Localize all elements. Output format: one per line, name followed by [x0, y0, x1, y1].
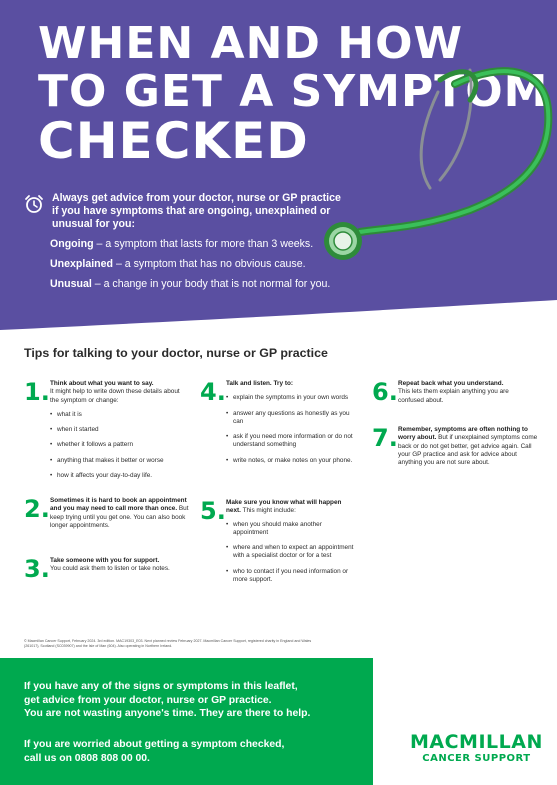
definition-unusual: Unusual – a change in your body that is not normal for you. — [50, 278, 331, 290]
list-item: • anything that makes it better or worse — [50, 457, 190, 465]
footer-message: If you have any of the signs or symptoms in this leaflet, get advice from your doctor, nurse or GP practice. You are not wasting anyone's time. They are there to help. — [24, 681, 311, 719]
list-item: • ask if you need more information or do not understand something — [226, 433, 356, 450]
list-item: • write notes, or make notes on your phone. — [226, 457, 356, 465]
title-line-1: WHEN AND HOW — [38, 18, 464, 69]
list-item: • what it is — [50, 411, 190, 419]
intro-heading: Always get advice from your doctor, nurse or GP practice if you have symptoms that are ongoing, unexplained or unusual for you: — [52, 192, 341, 230]
footer-helpline: If you are worried about getting a symptom checked, call us on 0808 808 00 00. — [24, 739, 285, 764]
tip-number: 4. — [200, 378, 226, 406]
list-item: • who to contact if you need information or more support. — [226, 568, 358, 585]
list-item: • when you should make another appointment — [226, 521, 358, 538]
definition-unexplained: Unexplained – a symptom that has no obvious cause. — [50, 258, 306, 270]
tip-number: 7. — [372, 424, 398, 452]
list-item: • where and when to expect an appointment with a specialist doctor or for a test — [226, 544, 358, 561]
footer-banner — [0, 658, 373, 785]
tip-number: 1. — [24, 378, 50, 406]
macmillan-logo: MACMILLAN CANCER SUPPORT — [410, 731, 543, 764]
hero-banner — [0, 0, 557, 330]
tip-number: 5. — [200, 497, 226, 525]
intro-section — [24, 192, 344, 291]
tip-number: 6. — [372, 378, 398, 406]
list-item: • whether it follows a pattern — [50, 441, 190, 449]
list-item: • how it affects your day-to-day life. — [50, 472, 190, 480]
tip-number: 3. — [24, 555, 50, 583]
title-line-3: CHECKED — [38, 112, 309, 170]
list-item: • when it started — [50, 426, 190, 434]
title-line-2: TO GET A SYMPTOM — [38, 66, 549, 117]
list-item: • answer any questions as honestly as you can — [226, 410, 356, 427]
definitions-list — [50, 238, 344, 291]
definition-ongoing: Ongoing – a symptom that lasts for more than 3 weeks. — [50, 238, 314, 250]
legal-text: © Macmillan Cancer Support, February 2024. 3rd edition. MAC19303_E03. Next planned review February 2027. Macmillan Cancer Support, registered charity in England and Wales (261017), Scotland (SC039907) and the Isle of Man (604). Also operating in Northern Ireland. — [24, 639, 312, 648]
list-item: • explain the symptoms in your own words — [226, 394, 356, 402]
tip-number: 2. — [24, 495, 50, 523]
tips-heading: Tips for talking to your doctor, nurse or GP practice — [24, 346, 328, 360]
alarm-clock-icon — [24, 194, 44, 214]
